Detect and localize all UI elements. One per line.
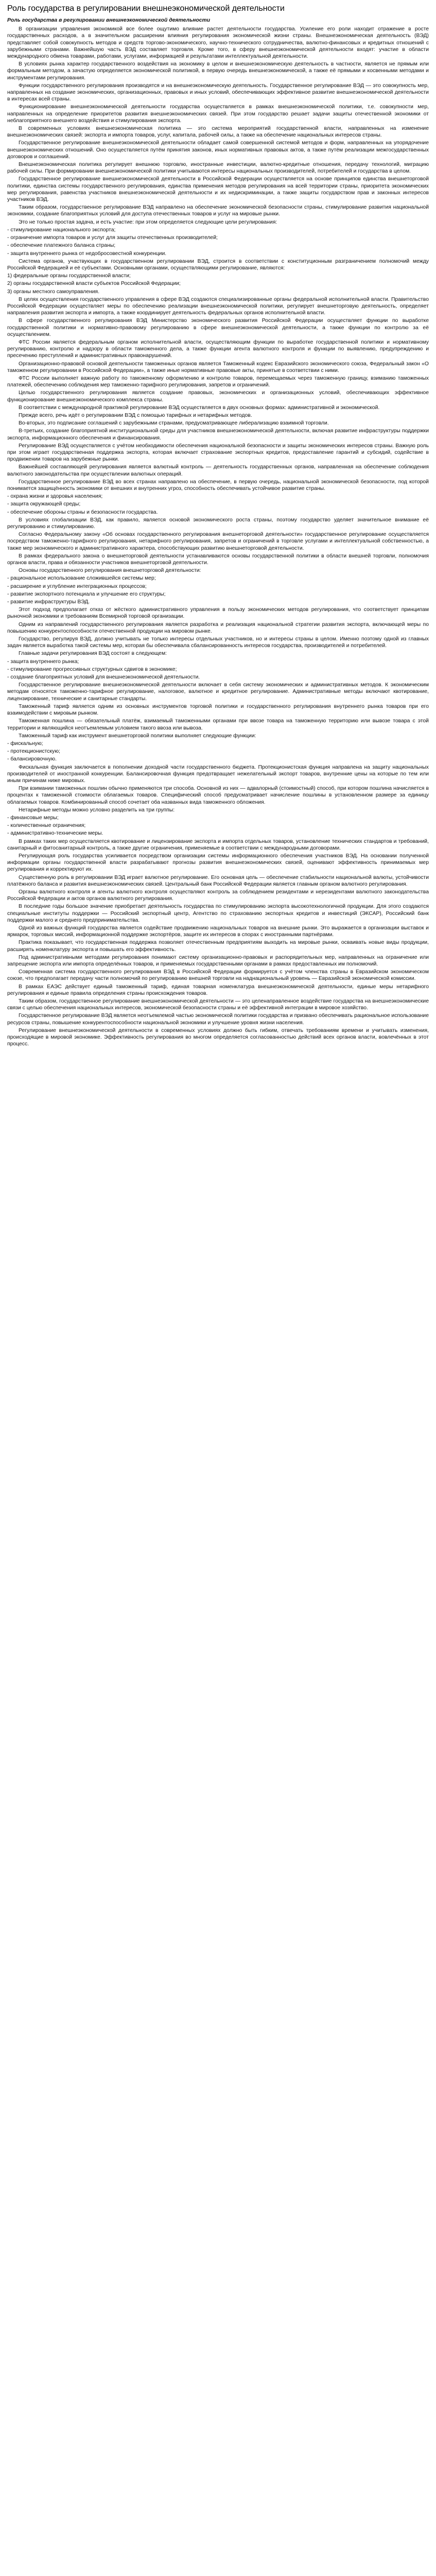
article-paragraph: - балансировочную. <box>7 756 57 762</box>
article-paragraph: - административно-технические меры. <box>7 831 103 837</box>
article-paragraph: В организации управления экономикой все более ощутимо влияние растет деятельности государства. Усиление его роли находит отражение в росте государственных расходов, а в значительном расширении влияния регулирования экономической жизни страны. Внешнеэкономическая деятельность (ВЭД) представляет собой совокупность методов и средств торгово-экономического, научно-технического сотрудничества, валютно-финансовых и кредитных отношений с зарубежными странами. Важнейшую часть ВЭД составляет торговля. Кроме того, в сферу внешнеэкономической деятельности входят: участие в области международного обмена товарами, работами, услугами, информацией и результатами интеллектуальной деятельности. <box>7 26 429 60</box>
article-paragraph: Государство, регулируя ВЭД, должно учитывать не только интересы отдельных участников, но и интересы страны в целом. Именно поэтому одной из главных задач является выработка такой системы мер, которая бы обеспечивала сбалансированность интересов государства, производителей и потребителей. <box>7 636 429 649</box>
article-paragraph: Во-вторых, это подписание соглашений с зарубежными странами, предусматривающее либерализацию взаимной торговли. <box>19 420 329 427</box>
article-paragraph: Таким образом, государственное регулирование внешнеэкономической деятельности — это целенаправленное воздействие государства на внешнеэкономические связи с целью обеспечения национальных интересов, экономической безопасности страны и её эффективной интеграции в мировое хозяйство. <box>7 998 429 1011</box>
article-paragraph: В рамках федерального закона о внешнеторговой деятельности устанавливаются основы государственной политики в области внешней торговли, полномочия органов власти, права и обязанности участников внешнеторговой деятельности. <box>7 553 429 566</box>
article-paragraph: Это не только простая задача, и есть участие: при этом определяется следующие цели регулирования: <box>19 219 277 225</box>
article-paragraph: В последние годы большое значение приобретает деятельность государства по стимулированию экспорта высокотехнологичной продукции. Для этого создаются специальные институты поддержки — Российский экспортный центр, Агентство по страхованию экспортных кредитов и инвестиций (ЭКСАР), Российский банк поддержки малого и среднего предпринимательства. <box>7 904 429 923</box>
article-paragraph: - расширение и углубление интеграционных процессов; <box>7 583 147 589</box>
article-paragraph: Существенную роль в регулировании ВЭД играет валютное регулирование. Его основная цель — обеспечение стабильности национальной валюты, устойчивости платёжного баланса и развития внешнеэкономических связей. Центральный банк Российской Федерации является главным органом валютного регулирования. <box>7 874 429 887</box>
article-paragraph: - создание благоприятных условий для внешнеэкономической деятельности. <box>7 674 200 681</box>
article-paragraph: - финансовые меры; <box>7 815 59 821</box>
article-paragraph: В условиях рынка характер государственного воздействия на экономику в целом и внешнеэкономическую деятельность в частности, является не прямым или формальным методом, а зачастую определяется экономической политикой, в первую очередь внешнеэкономической, а также её прямыми и косвенными методами и инструментами регулирования. <box>7 61 429 81</box>
article-subtitle: Роль государства в регулировании внешнеэкономической деятельности <box>7 18 211 23</box>
article-paragraph: - охрана жизни и здоровья населения; <box>7 494 103 500</box>
article-paragraph: Органы валютного контроля и агенты валютного контроля осуществляют контроль за соблюдением резидентами и нерезидентами валютного законодательства Российской Федерации и актов органов валютного регулирования. <box>7 889 429 902</box>
article-paragraph: - развитие инфраструктуры ВЭД. <box>7 599 90 605</box>
article-paragraph: - количественные ограничения; <box>7 823 86 829</box>
article-paragraph: Практика показывает, что государственная поддержка позволяет отечественным предприятиям выходить на мировые рынки, осваивать новые виды продукции, расширять номенклатуру экспорта и повышать его эффективность. <box>7 940 429 953</box>
article-paragraph: Таможенная пошлина — обязательный платёж, взимаемый таможенными органами при ввозе товара на таможенную территорию или вывозе товара с этой территории и являющийся неотъемлемым условием такого ввоза или вывоза. <box>7 718 429 731</box>
article-paragraph: Нетарифные методы можно условно разделить на три группы: <box>19 807 175 813</box>
article-paragraph: В целях осуществления государственного управления в сфере ВЭД создаются специализированные органы федеральной исполнительной власти. Правительство Российской Федерации осуществляет меры по обеспечению реализации внешнеэкономической политики, регулирует внешнеторговую деятельность, определяет направления развития экспорта и импорта, а также координирует деятельность федеральных органов исполнительной власти. <box>7 296 429 316</box>
article-paragraph: В современных условиях внешнеэкономическая политика — это система мероприятий государственной власти, направленных на изменение внешнеэкономических связей: экспорта и импорта товаров, услуг, капитала, рабочей силы, а также на обеспечение национальных интересов страны. <box>7 126 429 139</box>
article-paragraph: Функционирование внешнеэкономической деятельности государства осуществляется в рамках внешнеэкономической политики, т.е. совокупности мер, направленных на определение приоритетов развития внешнеэкономических связей. При этом государство решает задачи защиты отечественной экономики от неблагоприятного внешнего воздействия и стимулирования экспорта. <box>7 104 429 124</box>
article-paragraph: Прежде всего, речь идёт о регулировании ВЭД с помощью тарифных и нетарифных методов. <box>19 412 252 418</box>
article-paragraph: Фискальная функция заключается в пополнении доходной части государственного бюджета. Протекционистская функция направлена на защиту национальных производителей от иностранной конкуренции. Балансировочная функция предотвращает нежелательный экспорт товаров, внутренние цены на которые по тем или иным причинам ниже мировых. <box>7 764 429 784</box>
article-paragraph: Государственное регулирование ВЭД является неотъемлемой частью экономической политики государства и призвано обеспечивать рациональное использование ресурсов страны, повышение конкурентоспособности национальной экономики и улучшение уровня жизни населения. <box>7 1013 429 1026</box>
article-paragraph: 1) федеральные органы государственной власти; <box>7 273 131 279</box>
article-paragraph: Регулирование внешнеэкономической деятельности в современных условиях должно быть гибким, отвечать требованиям времени и учитывать изменения, происходящие в мировой экономике. Эффективность регулирования во многом определяется согласованностью действий всех органов власти, вовлечённых в этот процесс. <box>7 1027 429 1047</box>
article-paragraph: - протекционистскую; <box>7 749 60 755</box>
article-paragraph: - защита окружающей среды; <box>7 501 81 507</box>
article-paragraph: Основы государственного регулирования внешнеторговой деятельности: <box>19 568 201 574</box>
page-title: Роль государства в регулировании внешнеэкономической деятельности <box>7 4 285 13</box>
article-paragraph: - рациональное использование сложившейся системы мер; <box>7 575 156 582</box>
article-paragraph: - обеспечение обороны страны и безопасности государства. <box>7 509 158 515</box>
article-paragraph: Этот подход предполагает отказ от жёсткого административного управления в пользу экономических методов регулирования, что соответствует принципам рыночной экономики и требованиям Всемирной торговой организации. <box>7 607 429 620</box>
article-paragraph: Таким образом, государственное регулирование ВЭД направлено на обеспечение экономической безопасности страны, стимулирование развития национальной экономики, создание благоприятных условий для доступа отечественных товаров и услуг на мировые рынки. <box>7 205 429 217</box>
article-paragraph: - фискальную; <box>7 740 43 747</box>
article-paragraph: - защита внутреннего рынка от недобросовестной конкуренции. <box>7 250 167 257</box>
article-paragraph: Целью государственного регулирования является создание правовых, экономических и организационных условий, обеспечивающих эффективное функционирование внешнеэкономического комплекса страны. <box>7 390 429 403</box>
page <box>0 0 436 1059</box>
article-paragraph: Таможенный тариф является одним из основных инструментов торговой политики и государственного регулирования внутреннего рынка товаров при его взаимодействии с мировым рынком. <box>7 703 429 717</box>
article-body <box>7 17 429 1047</box>
article-paragraph: - обеспечение платежного баланса страны; <box>7 243 116 249</box>
article-paragraph: - стимулирование прогрессивных структурных сдвигов в экономике; <box>7 666 177 672</box>
article-paragraph: Главные задачи регулирования ВЭД состоят в следующем: <box>19 651 167 657</box>
article-paragraph: Государственное регулирование ВЭД во всех странах направлено на обеспечение, в первую очередь, национальной экономической безопасности, под которой понимается защищённость экономики от внешних и внутренних угроз, способность обеспечивать устойчивое развитие страны. <box>7 479 429 492</box>
article-paragraph: Одной из важных функций государства является содействие продвижению национальных товаров на внешние рынки. Это выражается в организации выставок и ярмарок, торговых миссий, информационной поддержке экспортёров, защите их интересов в спорах с иностранными партнёрами. <box>7 925 429 938</box>
article-paragraph: Функции государственного регулирования производятся и на внешнеэкономическую деятельность. Государственное регулирование ВЭД — это совокупность мер, направленных на создание экономических, организационных, правовых и иных условий, обеспечивающих эффективное развитие внешнеэкономической деятельности в интересах всей страны. <box>7 82 429 103</box>
article-paragraph: В-третьих, создание благоприятной институциональной среды для участников внешнеэкономической деятельности, включая развитие инфраструктуры поддержки экспорта, информационного обеспечения и финансирования. <box>7 428 429 441</box>
article-paragraph: ФТС России выполняет важную работу по таможенному оформлению и контролю товаров, перемещаемых через таможенную границу, взиманию таможенных платежей, обеспечению соблюдения мер таможенно-тарифного регулирования, запретов и ограничений. <box>7 375 429 388</box>
article-paragraph: Государственное регулирование внешнеэкономической деятельности обладает самой совершенной системой методов и форм, направленных на упорядочение внешнеэкономических отношений. Оно осуществляется путём принятия законов, иных нормативных правовых актов, а также путём реализации межгосударственных договоров и соглашений. <box>7 140 429 160</box>
article-paragraph: - стимулирование национального экспорта; <box>7 227 116 233</box>
article-paragraph: В соответствии с международной практикой регулирование ВЭД осуществляется в двух основных формах: административной и экономической. <box>19 404 380 411</box>
article-paragraph: Под административными методами регулирования понимают систему организационно-правовых и распорядительных мер, направленных на ограничение или запрещение экспорта или импорта определённых товаров, и применяемых государственными органами в рамках предоставленных им полномочий. <box>7 954 429 967</box>
article-paragraph: Согласно Федеральному закону «Об основах государственного регулирования внешнеторговой деятельности» государственное регулирование осуществляется посредством таможенно-тарифного регулирования, нетарифного регулирования, запретов и ограничений в торговле услугами и интеллектуальной собственностью, а также мер экономического и административного характера, способствующих развитию внешнеторговой деятельности. <box>7 532 429 551</box>
article-paragraph: 2) органы государственной власти субъектов Российской Федерации; <box>7 281 181 287</box>
article-paragraph: Регулирующая роль государства усиливается посредством организации системы информационного обеспечения участников ВЭД. На основании полученной информации органы государственной власти разрабатывают прогнозы развития внешнеэкономических связей, оценивают эффективность принимаемых мер регулирования и корректируют их. <box>7 853 429 873</box>
article-paragraph: Организационно-правовой основой деятельности таможенных органов является Таможенный кодекс Евразийского экономического союза, Федеральный закон «О таможенном регулировании в Российской Федерации», а также иные нормативные правовые акты, принятые в соответствии с ними. <box>7 361 429 374</box>
article-paragraph: В рамках ЕАЭС действует единый таможенный тариф, единая товарная номенклатура внешнеэкономической деятельности, единые меры нетарифного регулирования и единые правила определения страны происхождения товаров. <box>7 984 429 996</box>
article-paragraph: - развитие экспортного потенциала и улучшение его структуры; <box>7 591 166 597</box>
article-paragraph: В сфере государственного регулирования ВЭД Министерство экономического развития Российской Федерации осуществляет функции по выработке государственной политики и нормативно-правовому регулированию в сфере внешнеэкономической деятельности, а также функции по контролю за её осуществлением. <box>7 318 429 337</box>
article-paragraph: Важнейшей составляющей регулирования является валютный контроль — деятельность государственных органов, направленная на обеспечение соблюдения валютного законодательства при осуществлении валютных операций. <box>7 464 429 477</box>
article-paragraph: Государственное регулирование внешнеэкономической деятельности в Российской Федерации осуществляется на основе принципов единства внешнеторговой политики, единства системы государственного регулирования, единства применения методов регулирования на всей территории страны, приоритета экономических мер регулирования, равенства участников внешнеэкономической деятельности и их недискриминации, а также защиты государством прав и законных интересов участников ВЭД. <box>7 176 429 203</box>
article-paragraph: Таможенный тариф как инструмент внешнеторговой политики выполняет следующие функции: <box>19 733 256 739</box>
article-paragraph: Государственное регулирование внешнеэкономической деятельности включает в себя систему экономических и административных методов. К экономическим методам относятся таможенно-тарифное регулирование, налоговое, валютное и кредитное регулирование. Административные методы включают квотирование, лицензирование, технические и санитарные стандарты. <box>7 682 429 702</box>
article-paragraph: 3) органы местного самоуправления. <box>7 289 100 295</box>
article-paragraph: Внешнеэкономическая политика регулирует внешнюю торговлю, иностранные инвестиции, валютно-кредитные отношения, передачу технологий, миграцию рабочей силы. При формировании внешнеэкономической политики учитываются интересы национальных производителей, потребителей и государства в целом. <box>7 162 429 175</box>
article-paragraph: Система органов, участвующих в государственном регулировании ВЭД, строится в соответствии с конституционным разграничением полномочий между Российской Федерацией и её субъектами. Основными органами, осуществляющими регулирование, являются: <box>7 258 429 271</box>
article-paragraph: Одним из направлений государственного регулирования является разработка и реализация национальной стратегии развития экспорта, включающей меры по повышению конкурентоспособности отечественной продукции на мировом рынке. <box>7 621 429 634</box>
article-paragraph: - ограничение импорта товаров и услуг для защиты отечественных производителей; <box>7 235 218 241</box>
article-paragraph: В рамках таких мер осуществляется квотирование и лицензирование экспорта и импорта отдельных товаров, установление технических стандартов и требований, санитарный и фитосанитарный контроль, а также другие ограничения, применяемые в соответствии с международными договорами. <box>7 838 429 851</box>
article-paragraph: Регулирование ВЭД осуществляется с учётом необходимости обеспечения национальной безопасности и защиты экономических интересов страны. Важную роль при этом играет государственная поддержка экспорта, которая включает страхование экспортных кредитов, предоставление гарантий и субсидий, содействие в продвижении товаров на зарубежные рынки. <box>7 443 429 463</box>
article-paragraph: В условиях глобализации ВЭД, как правило, является основой экономического роста страны, поэтому государство уделяет значительное внимание её регулированию и стимулированию. <box>7 517 429 530</box>
article-paragraph: ФТС России является федеральным органом исполнительной власти, осуществляющим функции по выработке государственной политики и нормативному регулированию, контролю и надзору в области таможенного дела, а также функции агента валютного контроля и функции по выявлению, предупреждению и пресечению преступлений и административных правонарушений. <box>7 339 429 359</box>
article-paragraph: - защита внутреннего рынка; <box>7 658 79 665</box>
article-paragraph: При взимании таможенных пошлин обычно применяются три способа. Основной из них — адвалорный (стоимостный) способ, при котором пошлина начисляется в процентах к таможенной стоимости облагаемых товаров. Специфический способ предусматривает начисление пошлины в установленном размере за единицу облагаемых товаров. Комбинированный способ сочетает оба названных вида таможенного обложения. <box>7 786 429 805</box>
article-paragraph: Современная система государственного регулирования ВЭД в Российской Федерации формируется с учётом членства страны в Евразийском экономическом союзе, что предполагает передачу части полномочий по регулированию внешней торговли на наднациональный уровень — Евразийской экономической комиссии. <box>7 969 429 982</box>
